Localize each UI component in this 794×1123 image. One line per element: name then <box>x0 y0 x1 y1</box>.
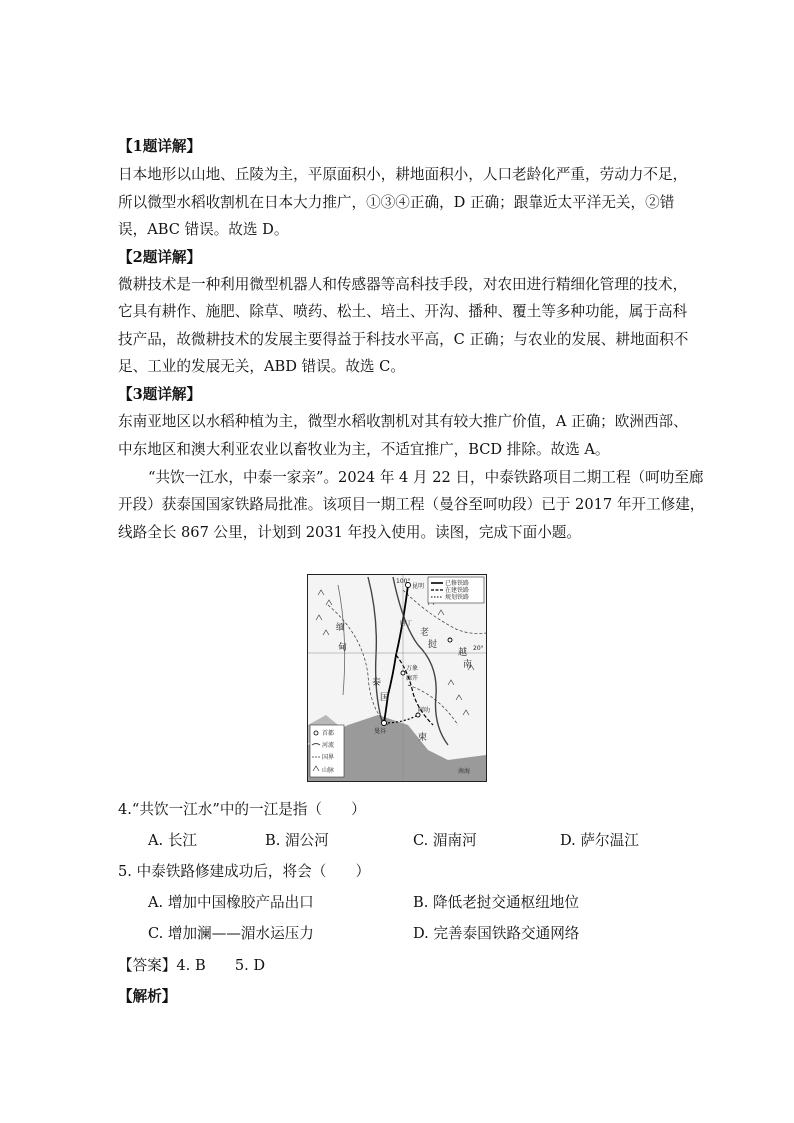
section2-line: 它具有耕作、施肥、除草、喷药、松土、培土、开沟、播种、覆土等多种功能，属于高科 <box>118 303 688 320</box>
section3-line: 中东地区和澳大利亚农业以畜牧业为主，不适宜推广，BCD 排除。故选 A。 <box>118 441 610 458</box>
question-5-stem: 5. 中泰铁路修建成功后，将会（ ） <box>118 863 371 880</box>
question-5-option-c[interactable]: C. 增加澜——湄水运压力 <box>148 925 314 942</box>
map-legend-building: 在建铁路 <box>445 587 470 594</box>
map-place: 廊开 <box>406 675 419 682</box>
question-5-option-a[interactable]: A. 增加中国橡胶产品出口 <box>148 894 314 911</box>
section2-line: 微耕技术是一种利用微型机器人和传感器等高科技手段，对农田进行精细化管理的技术， <box>118 276 688 293</box>
intro-line: 线路全长 867 公里，计划到 2031 年投入使用。读图，完成下面小题。 <box>118 524 581 541</box>
question-4-option-b[interactable]: B. 湄公河 <box>265 832 329 849</box>
question-5-option-d[interactable]: D. 完善泰国铁路交通网络 <box>413 925 580 942</box>
map-place: 曼谷 <box>374 728 387 735</box>
map-place: 南海 <box>458 768 471 775</box>
map-place: 国 <box>380 693 390 703</box>
map-place: 老 <box>420 628 430 638</box>
section1-line: 所以微型水稻收割机在日本大力推广，①③④正确，D 正确；跟靠近太平洋无关，②错 <box>118 194 675 211</box>
map-legend-mountain: 山脉 <box>322 767 335 774</box>
question-4-option-a[interactable]: A. 长江 <box>148 832 198 849</box>
section3-line: 东南亚地区以水稻种植为主，微型水稻收割机对其有较大推广价值，A 正确；欧洲西部、 <box>118 413 688 430</box>
map-place: 南 <box>463 660 473 670</box>
intro-line: “共饮一江水，中泰一家亲”。2024 年 4 月 22 日，中泰铁路项目二期工程（呵叻至廊 <box>148 469 704 486</box>
map-place: 呵叻 <box>418 707 431 714</box>
map-place: 柬 <box>418 733 428 743</box>
analysis-header: 【解析】 <box>118 988 177 1005</box>
intro-line: 开段）获泰国国家铁路局批准。该项目一期工程（曼谷至呵叻段）已于 2017 年开工修建， <box>118 496 705 513</box>
section2-header: 【2题详解】 <box>118 249 202 266</box>
map-lon-label: 100° <box>396 578 411 585</box>
question-5-option-b[interactable]: B. 降低老挝交通枢纽地位 <box>413 894 579 911</box>
map-place: 缅 <box>336 623 346 633</box>
question-4-option-c[interactable]: C. 湄南河 <box>413 832 477 849</box>
map-place: 甸 <box>338 643 348 653</box>
question-4-stem: 4.“共饮一江水”中的一江是指（ ） <box>118 801 366 818</box>
section3-header: 【3题详解】 <box>118 386 202 403</box>
map-legend-built: 已修铁路 <box>445 580 470 587</box>
map-legend-border: 国界 <box>322 754 335 761</box>
section1-line: 误，ABC 错误。故选 D。 <box>118 221 289 238</box>
map-place: 磨丁 <box>400 620 413 627</box>
section1-header: 【1题详解】 <box>118 138 202 155</box>
section2-line: 技产品，故微耕技术的发展主要得益于科技水平高，C 正确；与农业的发展、耕地面积不 <box>118 331 689 348</box>
section2-line: 足、工业的发展无关，ABD 错误。故选 C。 <box>118 358 405 375</box>
question-4-option-d[interactable]: D. 萨尔温江 <box>560 832 639 849</box>
map-place: 万象 <box>406 665 419 672</box>
map-lat-label: 20° <box>473 645 484 652</box>
map-legend-river: 河流 <box>322 742 335 749</box>
answer-line: 【答案】4. B 5. D <box>118 957 266 974</box>
railway-map <box>307 574 487 782</box>
map-legend-planned: 规划铁路 <box>445 594 470 601</box>
map-legend-capital: 首都 <box>322 730 335 737</box>
map-place: 挝 <box>428 640 438 650</box>
map-place: 越 <box>458 648 468 658</box>
map-place: 泰 <box>372 678 382 688</box>
section1-line: 日本地形以山地、丘陵为主，平原面积小，耕地面积小，人口老龄化严重，劳动力不足， <box>118 166 688 183</box>
map-place: 昆明 <box>412 583 425 590</box>
